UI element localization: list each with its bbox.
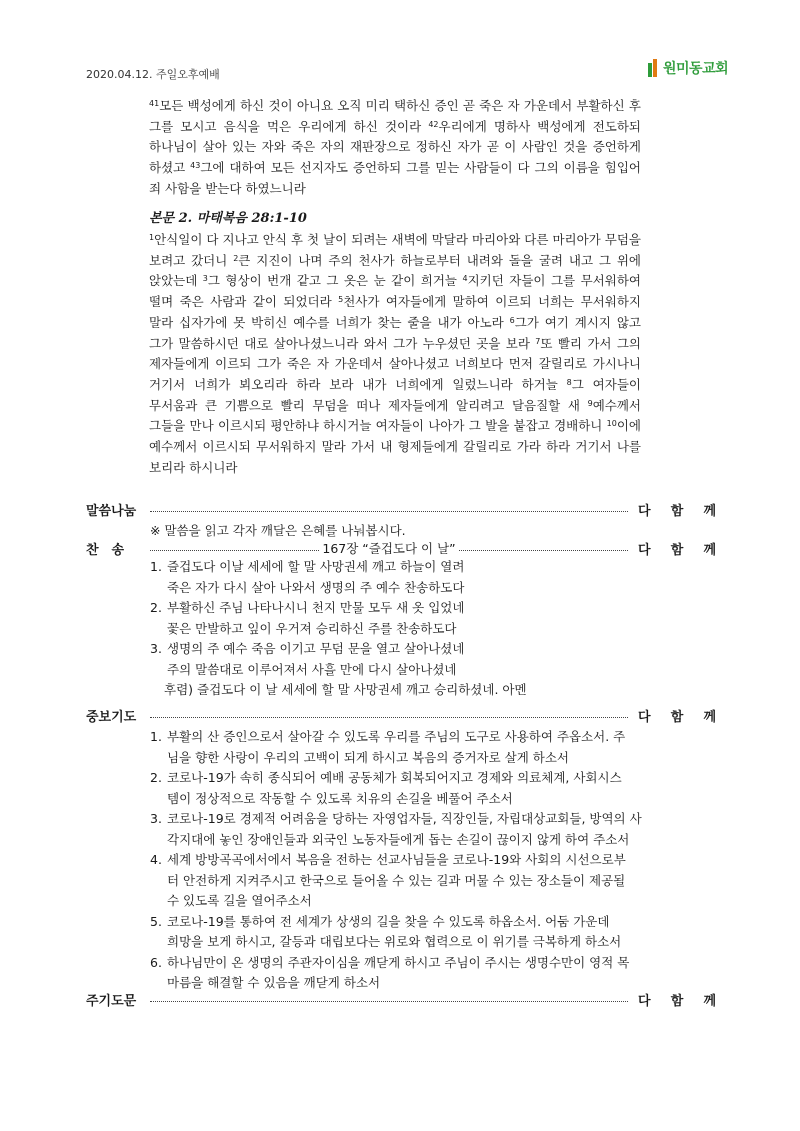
item-number: 6. xyxy=(150,954,162,970)
verse-text: 모든 백성에게 하신 것이 아니요 오직 미리 택하신 증인 곧 죽은 자 가운데서 부활하신 후 그를 모시고 음식을 먹은 우리에게 하신 것이라 xyxy=(149,98,641,134)
prayer-item xyxy=(150,768,642,809)
verse-number: 9 xyxy=(587,398,593,408)
section-sharing xyxy=(86,499,716,519)
section-prayer xyxy=(86,705,716,725)
section-participants xyxy=(638,990,716,1009)
prayer-line: 세계 방방곡곡에서에서 복음을 전하는 선교사님들을 코로나-19와 사회의 시선으로부 xyxy=(167,852,626,867)
participant-char: 함 xyxy=(670,709,684,725)
prayer-line: 부활의 산 증인으로서 살아갈 수 있도록 우리를 주님의 도구로 사용하여 주옵소서. 주 xyxy=(167,729,626,744)
verse-number: 7 xyxy=(535,336,541,346)
verse-number: 3 xyxy=(202,274,208,284)
item-number: 4. xyxy=(150,852,162,867)
section-title: 말씀나눔 xyxy=(86,503,137,519)
verse-text: 안식일이 다 지나고 안식 후 첫 날이 되려는 새벽에 막달라 마리아와 다른 마리아가 무덤을 보려고 갔더니 xyxy=(149,232,641,268)
prayer-line: 하나님만이 온 생명의 주관자이심을 깨닫게 하시고 주님이 주시는 생명수만이 영적 목 xyxy=(167,954,630,970)
dotted-leader xyxy=(150,717,628,718)
verse-line: 부활하신 주님 나타나시니 천지 만물 모두 새 옷 입었네 xyxy=(167,600,465,615)
prayer-item xyxy=(150,809,642,850)
header-date: 2020.04.12. 주일오후예배 xyxy=(86,68,220,81)
prayer-items xyxy=(150,727,642,994)
verse-number: 43 xyxy=(190,161,201,171)
verse-number: 2 xyxy=(233,253,239,263)
section-participants xyxy=(638,706,716,725)
verse-text: 또 빨리 가서 그의 제자들에게 이르되 그가 죽은 자 가운데서 살아나셨고 너희보다 먼저 갈릴리로 가시나니 거기서 너희가 뵈오리라 하라 보라 내가 너희에게 일렀느니라 하거늘 xyxy=(149,335,641,392)
verse-number: 8 xyxy=(566,377,572,387)
hymn-verse xyxy=(150,639,642,680)
participant-char: 께 xyxy=(703,993,716,1009)
verse-number: 42 xyxy=(428,119,439,129)
verse-text: 그에 대하여 모든 선지자도 증언하되 그를 믿는 사람들이 다 그의 이름을 힘입어 죄 사함을 받는다 하였느니라 xyxy=(149,160,642,196)
verse-line: 죽은 자가 다시 살아 나와서 생명의 주 예수 찬송하도다 xyxy=(167,579,465,595)
prayer-item xyxy=(150,727,642,768)
prayer-line: 터 안전하게 지켜주시고 한국으로 들어올 수 있는 길과 머물 수 있는 장소들이 제공될 xyxy=(167,872,626,888)
verse-number: 41 xyxy=(149,99,160,108)
prayer-line: 각지대에 놓인 장애인들과 외국인 노동자들에게 돕는 손길이 끊이지 않게 하여 주소서 xyxy=(167,831,630,847)
item-number: 5. xyxy=(150,913,162,929)
participant-char: 께 xyxy=(703,542,716,558)
verse-line: 꽃은 만발하고 잎이 우거져 승리하신 주를 찬송하도다 xyxy=(167,620,457,636)
prayer-line: 템이 정상적으로 작동할 수 있도록 치유의 손길을 베풀어 주소서 xyxy=(167,790,513,806)
dotted-leader xyxy=(150,511,628,512)
section-hymn xyxy=(86,538,716,558)
item-number: 3. xyxy=(150,641,162,656)
section-lords-prayer xyxy=(86,989,716,1009)
participant-char: 께 xyxy=(703,709,716,725)
scripture-passage-2 xyxy=(149,230,641,478)
verse-text: 그가 여기 계시지 않고 그가 말씀하시던 대로 살아나셨느니라 와서 그가 누우셨던 곳을 보라 xyxy=(149,314,641,351)
verse-number: 4 xyxy=(462,274,468,284)
verse-number: 6 xyxy=(509,315,515,325)
section-title: 주기도문 xyxy=(86,993,137,1009)
participant-char: 다 xyxy=(638,542,651,558)
participant-char: 께 xyxy=(703,503,716,519)
section-title: 찬 송 xyxy=(86,542,125,558)
verse-number: 10 xyxy=(606,419,617,429)
item-number: 1. xyxy=(150,729,162,744)
church-logo xyxy=(648,58,728,78)
prayer-item xyxy=(150,953,642,994)
participant-char: 함 xyxy=(670,993,684,1009)
verse-line: 생명의 주 예수 죽음 이기고 무덤 문을 열고 살아나셨네 xyxy=(167,641,465,656)
verse-text: 예수께서 그들을 만나 이르시되 평안하냐 하시거늘 여자들이 나아가 그 발을 붙잡고 경배하니 xyxy=(149,397,641,434)
sharing-note: ※ 말씀을 읽고 각자 깨달은 은혜를 나눠봅시다. xyxy=(150,523,406,538)
item-number: 1. xyxy=(150,559,162,574)
participant-char: 다 xyxy=(638,993,651,1009)
section-title: 중보기도 xyxy=(86,709,137,725)
verse-number: 1 xyxy=(149,233,155,242)
item-number: 2. xyxy=(150,600,162,615)
verse-text: 지키던 자들이 그를 무서워하여 떨며 죽은 사람과 같이 되었더라 xyxy=(149,273,641,310)
hymn-verses xyxy=(150,557,642,701)
verse-text: 천사가 여자들에게 말하여 이르되 너희는 무서워하지 말라 십자가에 못 박히신 예수를 너희가 찾는 줄을 내가 아노라 xyxy=(149,294,641,330)
dotted-leader xyxy=(150,1001,628,1002)
hymn-verse xyxy=(150,598,642,639)
hymn-title: 167장 “즐겁도다 이 날” xyxy=(322,541,456,556)
passage-2-heading: 본문 2. 마태복음 28:1-10 xyxy=(149,211,307,226)
verse-text: 큰 지진이 나며 주의 천사가 하늘로부터 내려와 돌을 굴려 내고 그 위에 앉았는데 xyxy=(149,252,641,289)
logo-mark-icon xyxy=(648,59,660,77)
verse-text: 그 여자들이 무서움과 큰 기쁨으로 빨리 무덤을 떠나 제자들에게 알리려고 달음질할 새 xyxy=(149,376,641,413)
section-participants xyxy=(638,539,716,558)
prayer-line: 코로나-19가 속히 종식되어 예배 공동체가 회복되어지고 경제와 의료체계, 사회시스 xyxy=(167,770,622,785)
prayer-item xyxy=(150,850,642,912)
participant-char: 함 xyxy=(670,542,684,558)
prayer-line: 수 있도록 길을 열어주소서 xyxy=(167,893,312,908)
verse-text: 우리에게 명하사 백성에게 전도하되 하나님이 살아 있는 자와 죽은 자의 재판장으로 정하신 자가 곧 이 사람인 것을 증언하게 하셨고 xyxy=(149,118,642,176)
participant-char: 함 xyxy=(670,503,684,519)
item-number: 2. xyxy=(150,770,162,785)
section-participants xyxy=(638,500,716,519)
hymn-verse xyxy=(150,557,642,598)
participant-char: 다 xyxy=(638,503,651,519)
verse-text: 이에 예수께서 이르시되 무서워하지 말라 가서 내 형제들에게 갈릴리로 가라 하라 거기서 나를 보리라 하시니라 xyxy=(149,418,641,475)
prayer-line: 님을 향한 사랑이 우리의 고백이 되게 하시고 복음의 증거자로 살게 하소서 xyxy=(167,749,569,765)
prayer-line: 코로나-19로 경제적 어려움을 당하는 자영업자들, 직장인들, 자립대상교회들, 방역의 사 xyxy=(167,811,642,826)
prayer-item xyxy=(150,912,642,953)
prayer-line: 코로나-19를 통하여 전 세계가 상생의 길을 찾을 수 있도록 하옵소서. 어둠 가운데 xyxy=(167,913,610,929)
hymn-refrain: 후렴) 즐겁도다 이 날 세세에 할 말 사망권세 깨고 승리하셨네. 아멘 xyxy=(164,682,527,697)
verse-line: 주의 말씀대로 이루어져서 사흘 만에 다시 살아나셨네 xyxy=(167,661,457,677)
prayer-line: 마름을 해결할 수 있음을 깨닫게 하소서 xyxy=(167,975,381,990)
verse-line: 즐겁도다 이날 세세에 할 말 사망권세 깨고 하늘이 열려 xyxy=(167,559,465,574)
prayer-line: 희망을 보게 하시고, 갈등과 대립보다는 위로와 협력으로 이 위기를 극복하게 하소서 xyxy=(167,934,622,949)
scripture-passage-1 xyxy=(149,96,641,200)
verse-number: 5 xyxy=(338,295,344,305)
participant-char: 다 xyxy=(638,709,651,725)
logo-text: 원미동교회 xyxy=(663,61,729,77)
item-number: 3. xyxy=(150,811,162,826)
verse-text: 그 형상이 번개 같고 그 옷은 눈 같이 희거늘 xyxy=(207,273,463,289)
dotted-leader xyxy=(150,539,628,557)
